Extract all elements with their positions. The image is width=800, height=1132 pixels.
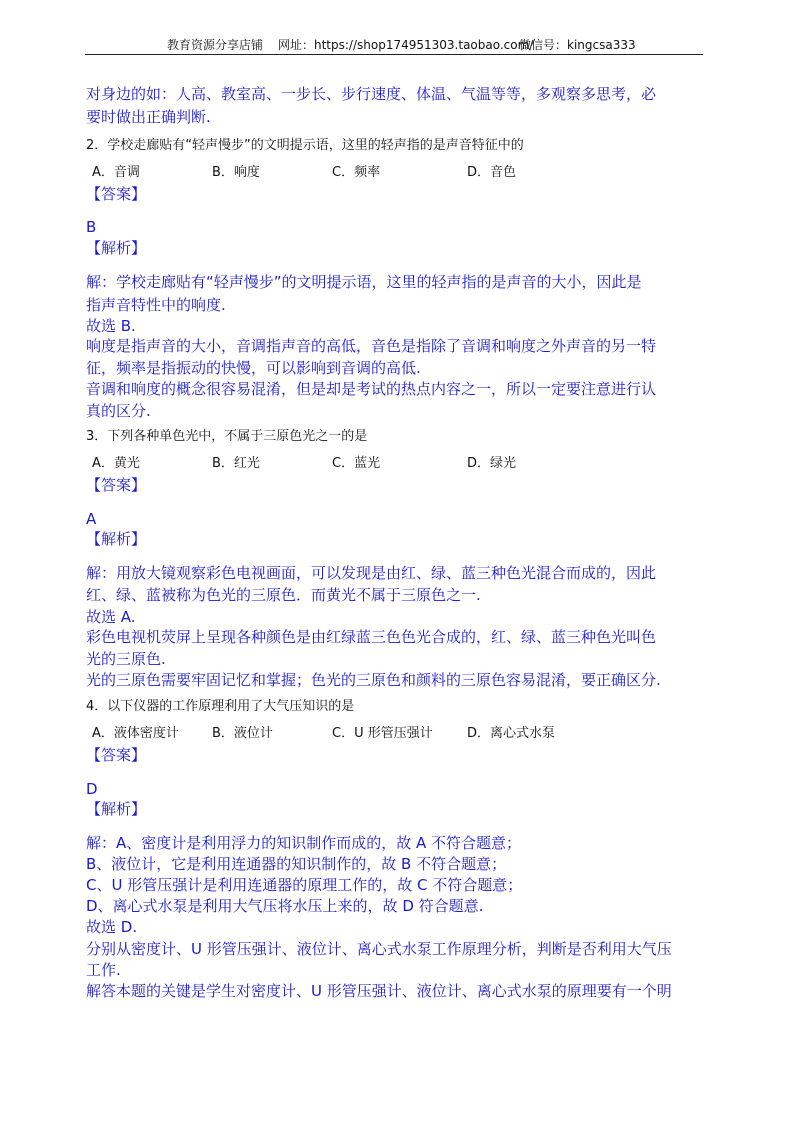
q2-analysis-line: 征，频率是指振动的快慢，可以影响到音调的高低. — [86, 359, 421, 377]
q2-option-d: D．音色 — [467, 165, 517, 180]
q4-analysis-line: 解答本题的关键是学生对密度计、U 形管压强计、液位计、离心式水泵的原理要有一个明 — [86, 982, 672, 1000]
header-url[interactable]: 网址：https://shop174951303.taobao.com/ — [278, 38, 534, 52]
q4-answer-label: 【答案】 — [86, 746, 147, 764]
q4-analysis-line: D、离心式水泵是利用大气压将水压上来的，故 D 符合题意. — [86, 897, 484, 915]
q4-option-a: A．液体密度计 — [92, 726, 179, 741]
q2-option-b: B．响度 — [212, 165, 260, 180]
q4-option-c: C．U 形管压强计 — [332, 726, 433, 741]
prev-analysis-line-2: 要时做出正确判断. — [86, 108, 211, 126]
q4-analysis-line: 分别从密度计、U 形管压强计、液位计、离心式水泵工作原理分析，判断是否利用大气压 — [86, 940, 672, 958]
header-shop-name: 教育资源分享店铺 — [167, 38, 264, 52]
q4-analysis-line: 工作. — [86, 961, 121, 979]
q3-analysis-line: 红、绿、蓝被称为色光的三原色．而黄光不属于三原色之一. — [86, 586, 481, 604]
q3-option-d: D．绿光 — [467, 456, 517, 471]
q2-analysis-line: 故选 B. — [86, 317, 136, 335]
q3-analysis-label: 【解析】 — [86, 530, 147, 548]
q2-analysis-line: 音调和响度的概念很容易混淆，但是却是考试的热点内容之一，所以一定要注意进行认 — [86, 380, 657, 398]
question-2-text: 2．学校走廊贴有“轻声慢步”的文明提示语，这里的轻声指的是声音特征中的 — [86, 138, 524, 153]
question-4-text: 4．以下仪器的工作原理利用了大气压知识的是 — [86, 699, 355, 714]
q3-answer: A — [86, 510, 97, 528]
q2-analysis-line: 解：学校走廊贴有“轻声慢步”的文明提示语，这里的轻声指的是声音的大小，因此是 — [86, 273, 642, 291]
q3-analysis-line: 彩色电视机荧屏上呈现各种颜色是由红绿蓝三色色光合成的，红、绿、蓝三种色光叫色 — [86, 628, 657, 646]
q2-option-c: C．频率 — [332, 165, 381, 180]
q3-answer-label: 【答案】 — [86, 476, 147, 494]
q2-answer-label: 【答案】 — [86, 185, 147, 203]
q3-option-b: B．红光 — [212, 456, 260, 471]
prev-analysis-line-1: 对身边的如：人高、教室高、一步长、步行速度、体温、气温等等，多观察多思考，必 — [86, 85, 657, 103]
q4-analysis-line: C、U 形管压强计是利用连通器的原理工作的，故 C 不符合题意； — [86, 876, 523, 894]
q2-answer: B — [86, 218, 97, 236]
q2-analysis-label: 【解析】 — [86, 239, 147, 257]
q3-option-c: C．蓝光 — [332, 456, 381, 471]
q2-option-a: A．音调 — [92, 165, 140, 180]
q4-analysis-line: 解：A、密度计是利用浮力的知识制作而成的，故 A 不符合题意； — [86, 834, 522, 852]
header-wechat: 微信号：kingcsa333 — [519, 38, 636, 52]
page-header — [85, 34, 703, 55]
q4-option-d: D．离心式水泵 — [467, 726, 556, 741]
q3-analysis-line: 故选 A. — [86, 608, 136, 626]
q4-analysis-line: B、液位计，它是利用连通器的知识制作的，故 B 不符合题意； — [86, 855, 507, 873]
q3-analysis-line: 光的三原色需要牢固记忆和掌握；色光的三原色和颜料的三原色容易混淆，要正确区分. — [86, 671, 661, 689]
q2-analysis-line: 响度是指声音的大小，音调指声音的高低，音色是指除了音调和响度之外声音的另一特 — [86, 337, 657, 355]
q3-option-a: A．黄光 — [92, 456, 140, 471]
q3-analysis-line: 光的三原色. — [86, 650, 166, 668]
q2-analysis-line: 指声音特性中的响度. — [86, 296, 226, 314]
q4-analysis-line: 故选 D. — [86, 918, 138, 936]
q4-option-b: B．液位计 — [212, 726, 273, 741]
q3-analysis-line: 解：用放大镜观察彩色电视画面，可以发现是由红、绿、蓝三种色光混合而成的，因此 — [86, 564, 657, 582]
question-3-text: 3．下列各种单色光中，不属于三原色光之一的是 — [86, 429, 368, 444]
q2-analysis-line: 真的区分. — [86, 402, 151, 420]
q4-answer: D — [86, 780, 98, 798]
q4-analysis-label: 【解析】 — [86, 800, 147, 818]
